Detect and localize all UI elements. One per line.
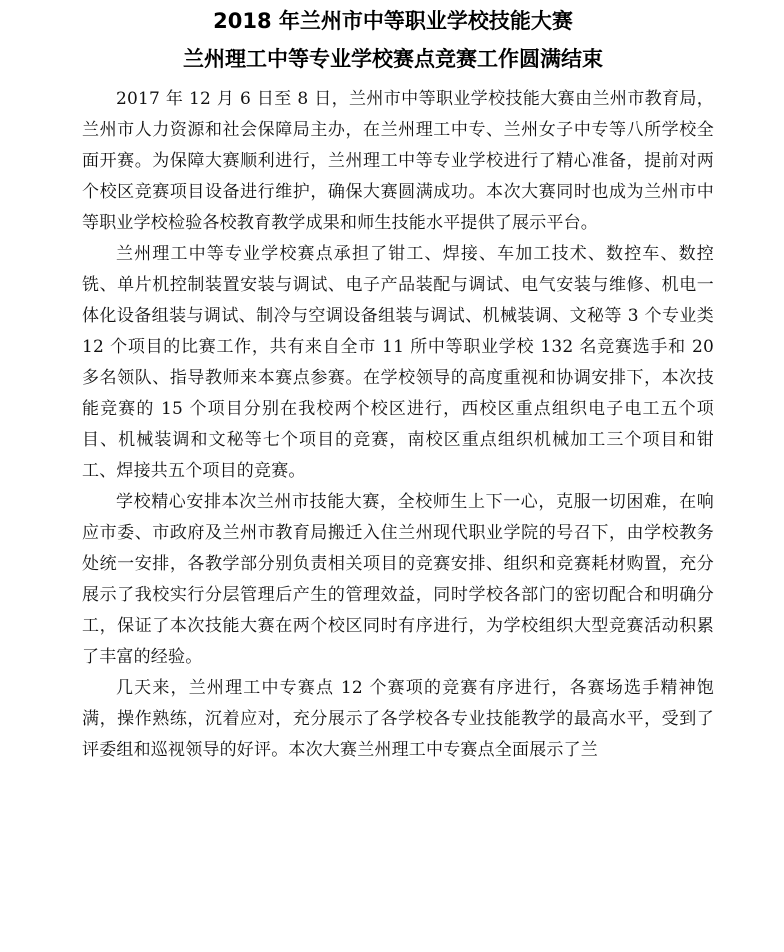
paragraph-4: 几天来，兰州理工中专赛点 12 个赛项的竞赛有序进行，各赛场选手精神饱满，操作熟练，沉着应对，充分展示了各学校各专业技能教学的最高水平，受到了评委组和巡视领导的好评。本次大赛兰州理工中专赛点全面展示了兰	[82, 678, 714, 760]
paragraph-1: 2017 年 12 月 6 日至 8 日，兰州市中等职业学校技能大赛由兰州市教育局，兰州市人力资源和社会保障局主办，在兰州理工中专、兰州女子中专等八所学校全面开赛。为保障大赛顺利进行，兰州理工中等专业学校进行了精心准备，提前对两个校区竞赛项目设备进行维护，确保大赛圆满成功。本次大赛同时也成为兰州市中等职业学校检验各校教育教学成果和师生技能水平提供了展示平台。	[82, 89, 714, 233]
article-title-line2: 兰州理工中等专业学校赛点竞赛工作圆满结束	[183, 47, 603, 71]
paragraph-3: 学校精心安排本次兰州市技能大赛，全校师生上下一心，克服一切困难，在响应市委、市政府及兰州市教育局搬迁入住兰州现代职业学院的号召下，由学校教务处统一安排，各教学部分别负责相关项目的竞赛安排、组织和竞赛耗材购置，充分展示了我校实行分层管理后产生的管理效益，同时学校各部门的密切配合和明确分工，保证了本次技能大赛在两个校区同时有序进行，为学校组织大型竞赛活动积累了丰富的经验。	[82, 492, 714, 667]
article-title-line1: 2018 年兰州市中等职业学校技能大赛	[213, 9, 573, 33]
paragraph-2: 兰州理工中等专业学校赛点承担了钳工、焊接、车加工技术、数控车、数控铣、单片机控制装置安装与调试、电子产品装配与调试、电气安装与维修、机电一体化设备组装与调试、制冷与空调设备组装与调试、机械装调、文秘等 3 个专业类 12 个项目的比赛工作，共有来自全市 11 所中等职业学校 132 名竞赛选手和 20 多名领队、指导教师来本赛点参赛。在学校领导的高度重视和协调安排下，本次技能竞赛的 15 个项目分别在我校两个校区进行，西校区重点组织电子电工五个项目、机械装调和文秘等七个项目的竞赛，南校区重点组织机械加工三个项目和钳工、焊接共五个项目的竞赛。	[82, 244, 714, 481]
